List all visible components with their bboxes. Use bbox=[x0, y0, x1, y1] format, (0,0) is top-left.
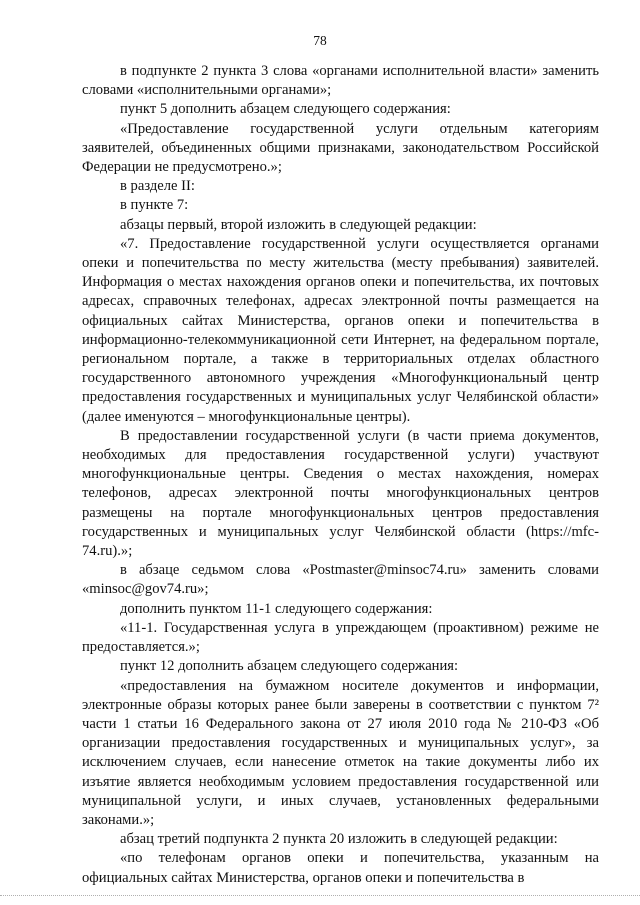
paragraph: «Предоставление государственной услуги отдельным категориям заявителей, объединенных общими признаками, законодательством Российской Федерации не предусмотрено.»; bbox=[82, 120, 599, 176]
paragraph: «по телефонам органов опеки и попечительства, указанным на официальных сайтах Министерства, органов опеки и попечительства в bbox=[82, 850, 599, 886]
paragraph: в абзаце седьмом слова «Postmaster@minsoc74.ru» заменить словами «minsoc@gov74.ru»; bbox=[82, 562, 599, 598]
paragraph: «7. Предоставление государственной услуги осуществляется органами опеки и попечительства по месту жительства (месту пребывания) заявителей. Информация о местах нахождения органов опеки и попечительства, их почтовых адресах, справочных телефонах, адресах электронной почты размещается на официальных сайтах Министерства, органов опеки и попечительства в информационно-телекоммуникационной сети Интернет, на федеральном портале, региональном портале, а также в территориальных отделах областного государственного автономного учреждения «Многофункциональный центр предоставления государственных и муниципальных услуг Челябинской области» (далее именуются – многофункциональные центры). bbox=[82, 235, 599, 425]
paragraph: пункт 5 дополнить абзацем следующего содержания: bbox=[120, 101, 451, 118]
page-number: 78 bbox=[313, 33, 327, 48]
paragraph: в подпункте 2 пункта 3 слова «органами исполнительной власти» заменить словами «исполнительными органами»; bbox=[82, 63, 599, 99]
paragraph: «предоставления на бумажном носителе документов и информации, электронные образы которых ранее были заверены в соответствии с пунктом 7² части 1 статьи 16 Федерального закона от 27 июля 2010 года № 210-ФЗ «Об организации предоставления государственных и муниципальных услуг», за исключением случаев, если нанесение отметок на такие документы либо их изъятие является необходимым условием предоставления государственной или муниципальной услуги, и иных случаев, установленных федеральными законами.»; bbox=[82, 677, 599, 828]
paragraph: в разделе II: bbox=[120, 178, 195, 195]
paragraph: абзацы первый, второй изложить в следующей редакции: bbox=[120, 216, 477, 233]
paragraph: В предоставлении государственной услуги (в части приема документов, необходимых для предоставления государственной услуги) участвуют многофункциональные центры. Сведения о местах нахождения, номерах телефонов, адресах электронной почты многофункциональных центров размещены на портале многофункциональных центров предоставления государственных и муниципальных услуг Челябинской области (https://mfc-74.ru).»; bbox=[82, 427, 599, 560]
document-body bbox=[82, 62, 599, 888]
paragraph: «11-1. Государственная услуга в упреждающем (проактивном) режиме не предоставляется.»; bbox=[82, 619, 599, 656]
paragraph: дополнить пунктом 11-1 следующего содержания: bbox=[120, 600, 433, 617]
paragraph: в пункте 7: bbox=[120, 197, 189, 214]
paragraph: абзац третий подпункта 2 пункта 20 изложить в следующей редакции: bbox=[120, 831, 558, 848]
page-bottom-edge bbox=[0, 895, 640, 896]
paragraph: пункт 12 дополнить абзацем следующего содержания: bbox=[120, 658, 459, 675]
